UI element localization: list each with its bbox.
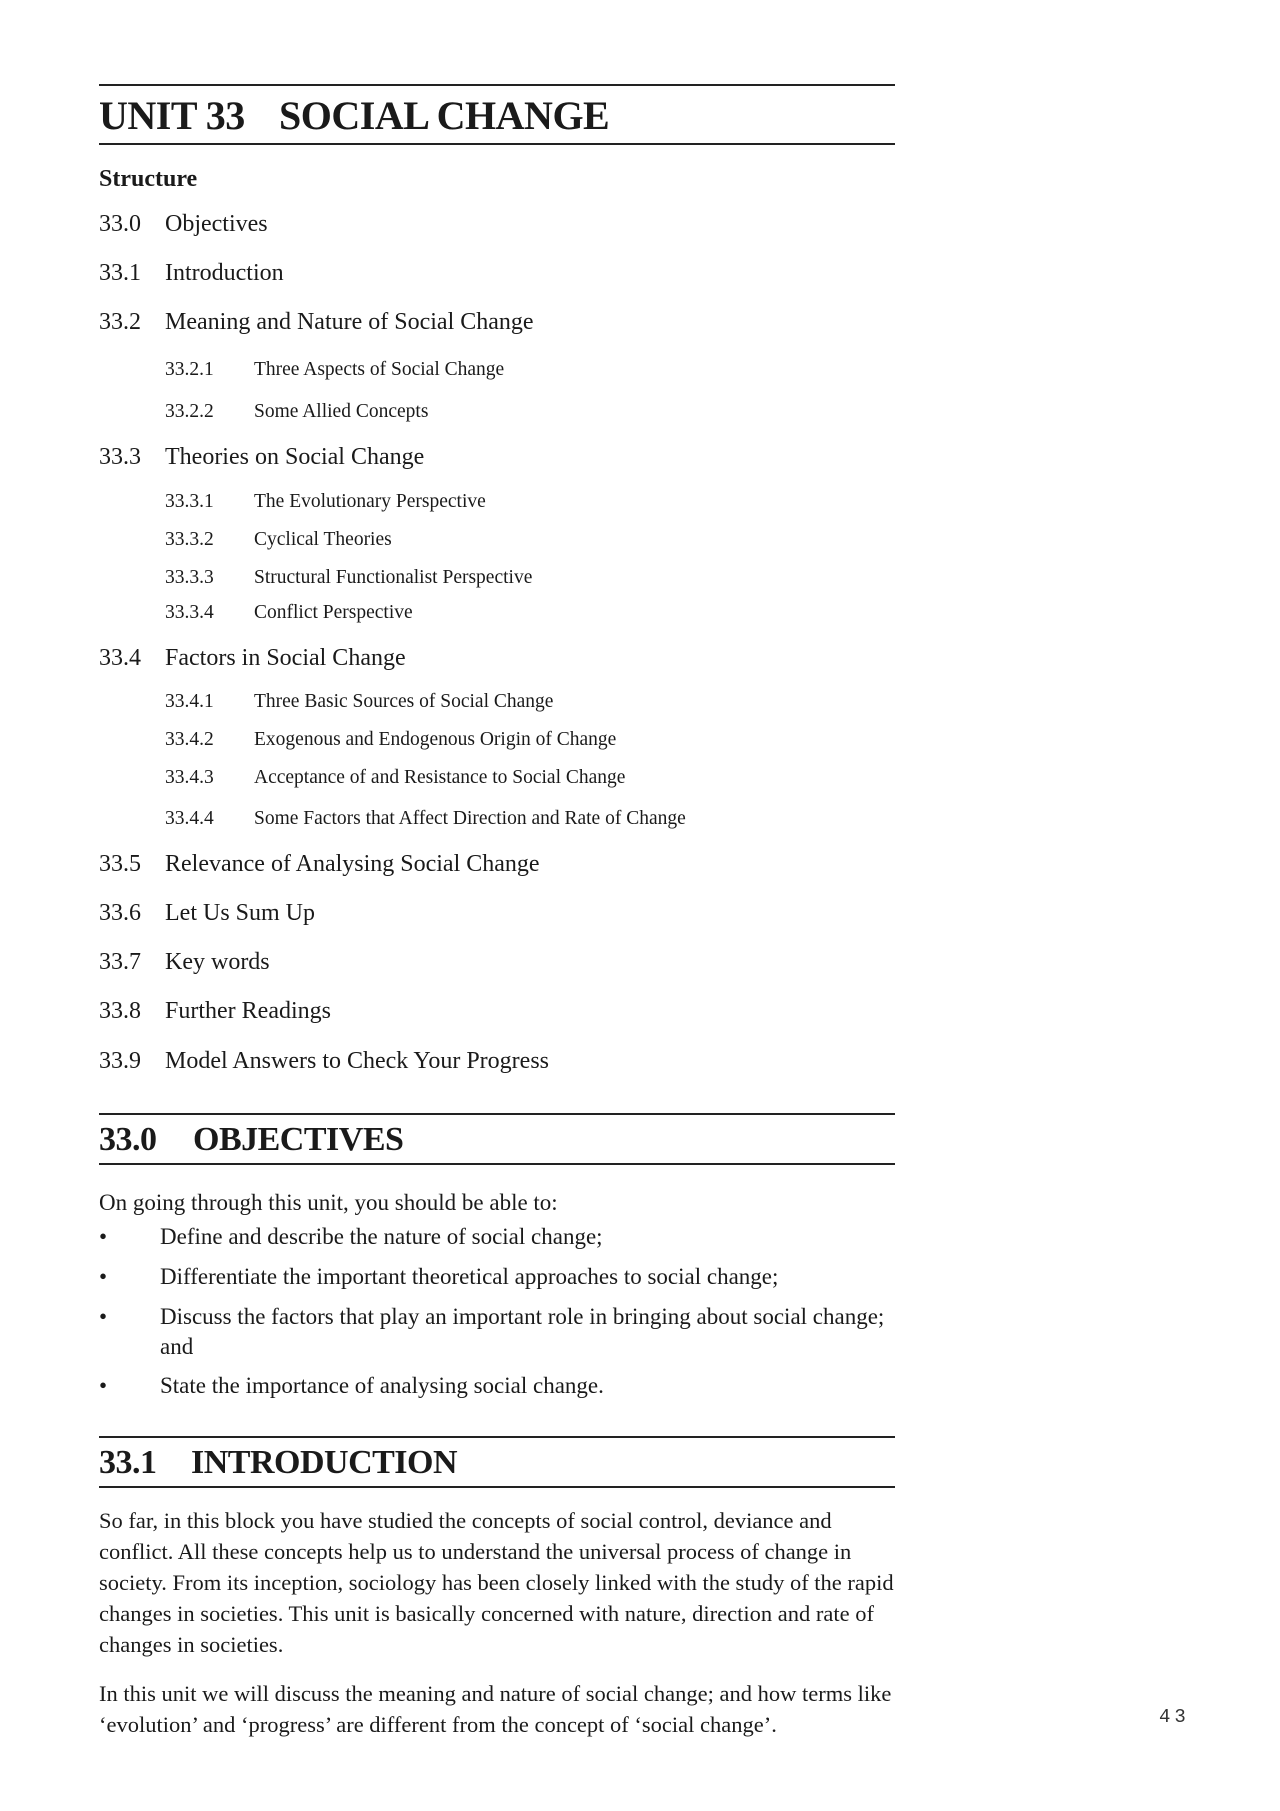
page-number: 43 — [1159, 1706, 1190, 1728]
bullet-icon: • — [99, 1264, 108, 1289]
toc-item — [99, 948, 270, 976]
toc-item-label: Model Answers to Check Your Progress — [165, 1048, 549, 1074]
list-item-text: Define and describe the nature of social change; — [160, 1224, 603, 1249]
bullet-icon: • — [99, 1373, 108, 1398]
top-rule — [99, 84, 895, 86]
toc-item-number: 33.0 — [99, 211, 141, 237]
toc-subitem-label: Exogenous and Endogenous Origin of Change — [254, 729, 617, 750]
toc-subitem — [165, 805, 686, 833]
toc-subitem — [165, 599, 413, 627]
toc-subitem-number: 33.3.3 — [165, 567, 214, 588]
toc-item-label: Relevance of Analysing Social Change — [165, 851, 540, 877]
toc-item-label: Key words — [165, 949, 270, 975]
toc-subitem-label: Acceptance of and Resistance to Social Change — [254, 767, 626, 788]
toc-subitem — [165, 356, 504, 384]
toc-item — [99, 443, 424, 471]
introduction-top-rule — [99, 1436, 895, 1438]
toc-subitem — [165, 564, 532, 592]
list-item-text: Differentiate the important theoretical approaches to social change; — [160, 1264, 779, 1289]
toc-subitem-number: 33.4.1 — [165, 691, 214, 712]
paragraph: So far, in this block you have studied the concepts of social control, deviance and conflict. All these concepts help us to understand the universal process of change in society. From its inception, sociology has been closely linked with the study of the rapid changes in societies. This unit is basically concerned with nature, direction and rate of changes in societies. — [99, 1508, 894, 1657]
bullet-icon: • — [99, 1304, 108, 1329]
toc-subitem-number: 33.2.2 — [165, 401, 214, 422]
toc-item — [99, 997, 331, 1025]
toc-item-number: 33.4 — [99, 645, 141, 671]
toc-item-label: Let Us Sum Up — [165, 900, 315, 926]
toc-item — [99, 899, 315, 927]
toc-subitem-number: 33.2.1 — [165, 359, 214, 380]
toc-subitem-label: Some Factors that Affect Direction and Rate of Change — [254, 808, 686, 829]
bullet-icon: • — [99, 1224, 108, 1249]
objectives-bottom-rule — [99, 1163, 895, 1165]
toc-subitem-number: 33.3.2 — [165, 529, 214, 550]
paragraph: In this unit we will discuss the meaning and nature of social change; and how terms like ‘evolution’ and ‘progress’ are different from the concept of ‘social change’. — [99, 1681, 892, 1737]
toc-item-number: 33.3 — [99, 444, 141, 470]
toc-subitem-number: 33.4.4 — [165, 808, 214, 829]
list-item-text: Discuss the factors that play an important role in bringing about social change; and — [160, 1304, 885, 1359]
toc-item-label: Objectives — [165, 211, 268, 237]
toc-item-number: 33.1 — [99, 260, 141, 286]
toc-item-label: Factors in Social Change — [165, 645, 406, 671]
unit-name: SOCIAL CHANGE — [279, 93, 610, 138]
toc-subitem — [165, 764, 625, 792]
toc-item — [99, 308, 534, 336]
toc-subitem-number: 33.3.4 — [165, 602, 214, 623]
toc-item-number: 33.2 — [99, 309, 141, 335]
introduction-heading — [99, 1443, 457, 1483]
toc-item-label: Theories on Social Change — [165, 444, 425, 470]
toc-item-number: 33.5 — [99, 851, 141, 877]
toc-item-number: 33.8 — [99, 998, 141, 1024]
toc-item-number: 33.9 — [99, 1048, 141, 1074]
unit-number: UNIT 33 — [99, 93, 245, 138]
toc-item — [99, 210, 268, 238]
toc-subitem-label: Conflict Perspective — [254, 602, 413, 623]
toc-item — [99, 644, 406, 672]
objectives-intro: On going through this unit, you should be able to: — [99, 1190, 558, 1215]
toc-subitem — [165, 488, 486, 516]
objectives-top-rule — [99, 1113, 895, 1115]
toc-subitem-label: Cyclical Theories — [254, 529, 392, 550]
toc-subitem — [165, 726, 616, 754]
objectives-heading — [99, 1120, 403, 1160]
toc-item-label: Introduction — [165, 260, 284, 286]
section-title: OBJECTIVES — [193, 1121, 404, 1158]
toc-item — [99, 259, 284, 287]
toc-subitem-label: Structural Functionalist Perspective — [254, 567, 533, 588]
toc-subitem-label: Three Basic Sources of Social Change — [254, 691, 554, 712]
title-bottom-rule — [99, 143, 895, 145]
toc-item-label: Further Readings — [165, 998, 331, 1024]
section-title: INTRODUCTION — [191, 1444, 458, 1481]
unit-title — [99, 92, 609, 140]
list-item-text: State the importance of analysing social change. — [160, 1373, 604, 1398]
structure-label: Structure — [99, 166, 198, 192]
introduction-bottom-rule — [99, 1486, 895, 1488]
toc-item — [99, 1047, 549, 1075]
section-number: 33.1 — [99, 1444, 157, 1481]
toc-subitem-label: Some Allied Concepts — [254, 401, 429, 422]
toc-item — [99, 850, 540, 878]
toc-subitem-number: 33.4.3 — [165, 767, 214, 788]
toc-item-number: 33.6 — [99, 900, 141, 926]
toc-subitem-label: The Evolutionary Perspective — [254, 491, 486, 512]
toc-subitem — [165, 398, 428, 426]
toc-subitem — [165, 526, 392, 554]
section-number: 33.0 — [99, 1121, 157, 1158]
toc-item-number: 33.7 — [99, 949, 141, 975]
toc-subitem — [165, 688, 553, 716]
toc-subitem-number: 33.3.1 — [165, 491, 214, 512]
toc-subitem-number: 33.4.2 — [165, 729, 214, 750]
toc-item-label: Meaning and Nature of Social Change — [165, 309, 534, 335]
toc-subitem-label: Three Aspects of Social Change — [254, 359, 505, 380]
